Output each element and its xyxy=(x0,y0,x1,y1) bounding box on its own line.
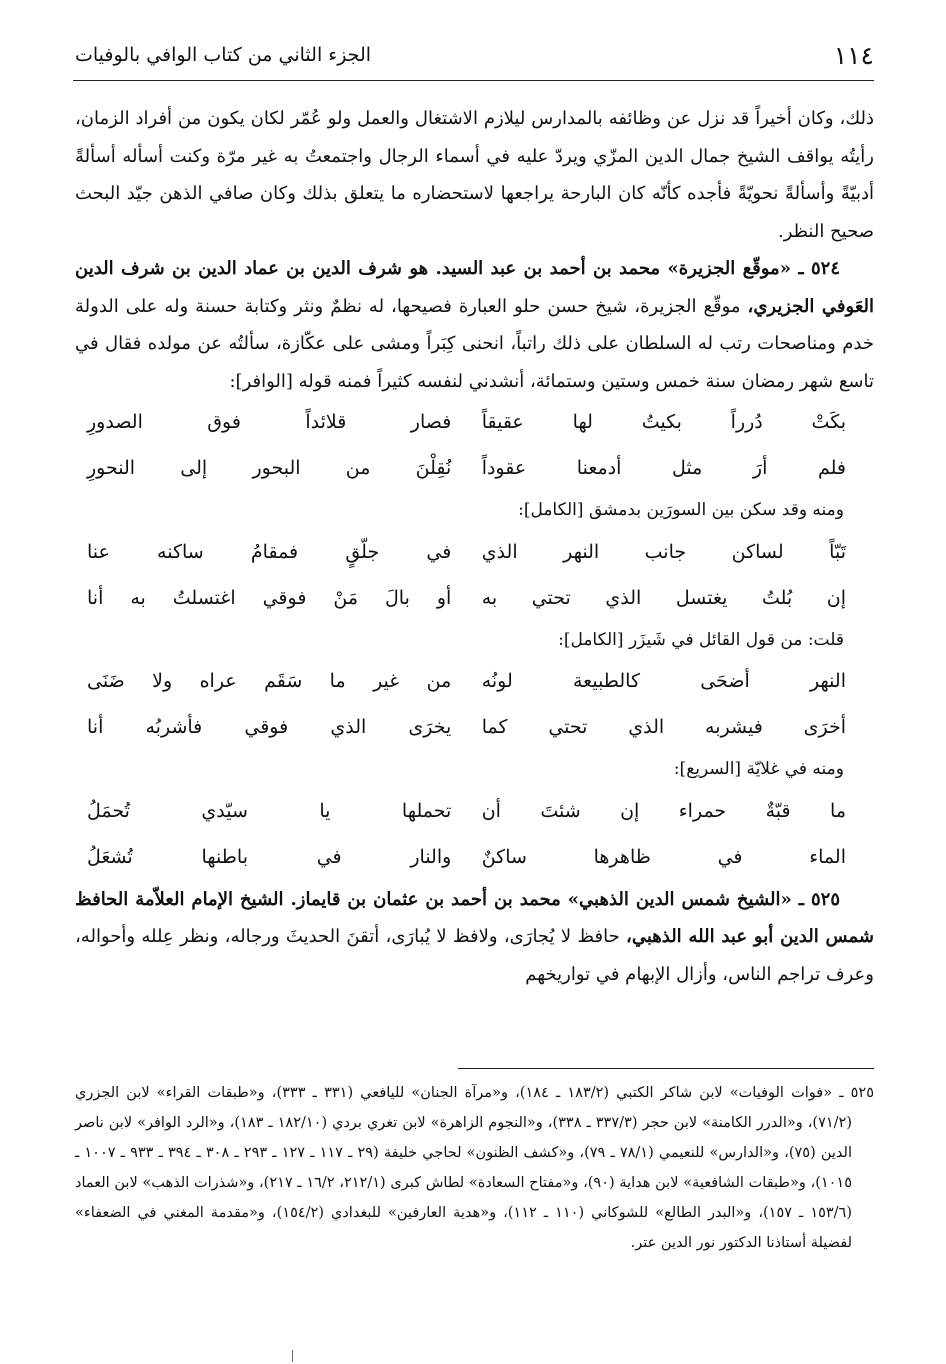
verse-first-hemistich: فلم أرَ مثل أدمعنا عقوداً xyxy=(481,457,846,480)
main-text xyxy=(75,100,874,993)
verse-first-hemistich: بكَتْ دُرراً بكيتُ لها عقيقاً xyxy=(481,411,846,434)
verse-line xyxy=(75,400,874,446)
verse-second-hemistich: يخرَى الذي فوقي فأشربُه أنا xyxy=(87,716,452,739)
verse-first-hemistich: إن بُلتُ يغتسل الذي تحتي به xyxy=(481,586,846,609)
entry-524-text: موقّع الجزيرة، شيخ حسن حلو العبارة فصيحها، له نظمٌ ونثر وكتابة حسنة وله على الدولة خدم ومناصحات رتب له السلطان على ذلك راتباً، انحنى كِبَراً ومشى على عكّازة، سألتُه عن مولده فقال في تاسع شهر رمضان سنة خمس وستين وستمائة، أنشدني لنفسه كثيراً فمنه قوله [الوافر]: xyxy=(75,295,874,392)
poem-intro: ومنه وقد سكن بين السورَين بدمشق [الكامل]: xyxy=(518,500,844,520)
page-header xyxy=(75,34,874,76)
entry-525-heading: ٥٢٥ ـ «الشيخ شمس الدين الذهبي» محمد بن أحمد بن عثمان بن قايماز. الشيخ الإمام العلاّمة الحافظ شمس الدين أبو عبد الله الذهبي، xyxy=(75,888,874,947)
footnote-525: ٥٢٥ ـ «فوات الوفيات» لابن شاكر الكتبي (١٨٣/٢ ـ ١٨٤)، و«مرآة الجنان» لليافعي (٣٣١ ـ ٣٣٣)، و«طبقات القراء» لابن الجزري (٧١/٢)، و«الدرر الكامنة» لابن حجر (٣٣٧/٣ ـ ٣٣٨)، و«النجوم الزاهرة» لابن تغري بردي (١٨٢/١٠ ـ ١٨٣)، و«الرد الوافر» لابن ناصر الدين (٧٥)، و«الدارس» للنعيمي (٧٨/١ ـ ٧٩)، و«كشف الظنون» لحاجي خليفة (٢٩ ـ ١١٧ ـ ١٢٧ ـ ٢٩٣ ـ ٣٠٨ ـ ٣٩٤ ـ ٩٣٣ ـ ١٠٠٧ ـ ١٠١٥)، و«طبقات الشافعية» لابن هداية (٩٠)، و«مفتاح السعادة» لطاش كبرى (٢١٢/١، ١٦/٢ ـ ٢١٧)، و«شذرات الذهب» لابن العماد (١٥٣/٦ ـ ١٥٧)، و«البدر الطالع» للشوكاني (١١٠ ـ ١١٢)، و«هدية العارفين» للبغدادي (١٥٤/٢)، و«مقدمة المغني في الضعفاء» لفضيلة أستاذنا الدكتور نور الدين عتر. xyxy=(75,1085,875,1251)
verse-line xyxy=(75,705,874,751)
paragraph-continuation: ذلك، وكان أخيراً قد نزل عن وظائفه بالمدارس ليلازم الاشتغال والعمل ولو عُمّر لكان يكون من أفراد الزمان، رأيتُه يواقف الشيخ جمال الدين المزّي ويردّ عليه في أسماء الرجال واجتمعتُ به غير مرّة وكنت أسأله أسألةً أدبيّةً وأسألةً نحويّةً فأجده كأنّه كان البارحة يراجعها لاستحضاره ما يتعلق بذلك وكان صافي الذهن جيّد البحث صحيح النظر. xyxy=(75,108,874,242)
verse-first-hemistich: أخرَى فيشربه الذي تحتي كما xyxy=(481,716,846,739)
verse-second-hemistich: في جلّقٍ فمقامُ ساكنه عنا xyxy=(87,540,452,563)
verse-second-hemistich: تحملها يا سيّدي تُحمَلُ xyxy=(87,799,452,822)
verse-line xyxy=(75,446,874,492)
entry-524 xyxy=(75,250,874,400)
page-number: ١١٤ xyxy=(833,40,874,70)
entry-525 xyxy=(75,881,874,994)
footnotes xyxy=(75,1078,874,1258)
running-title: الجزء الثاني من كتاب الوافي بالوفيات xyxy=(75,44,372,66)
poem-intro: ومنه في غلايّة [السريع]: xyxy=(673,759,844,779)
header-divider xyxy=(73,80,874,81)
verse-second-hemistich: نُقِلْنَ من البحور إلى النحورِ xyxy=(87,457,452,480)
verse-second-hemistich: أو بالَ مَنْ فوقي اغتسلتُ به أنا xyxy=(87,586,452,609)
verse-first-hemistich: تَبّاً لساكن جانب النهر الذي xyxy=(481,540,846,563)
poem-intro: قلت: من قول القائل في شَيزَر [الكامل]: xyxy=(558,629,844,650)
verse-second-hemistich: من غير ما سَقَم عراه ولا ضَنَى xyxy=(87,670,452,693)
page-edge-mark xyxy=(292,1350,293,1362)
entry-524-heading: ٥٢٤ ـ «موقّع الجزيرة» محمد بن أحمد بن عبد السيد. هو شرف الدين بن عماد الدين بن شرف الدين العَوفي الجزيري، xyxy=(75,258,874,317)
verse-second-hemistich: والنار في باطنها تُشعَلُ xyxy=(87,845,452,868)
verse-first-hemistich: ما قبّةٌ حمراء إن شئتَ أن xyxy=(481,799,846,822)
verse-first-hemistich: الماء في ظاهرها ساكنٌ xyxy=(481,845,846,868)
footnote-divider xyxy=(458,1068,874,1069)
verse-line xyxy=(75,835,874,881)
verse-line xyxy=(75,789,874,835)
verse-first-hemistich: النهر أضحَى كالطبيعة لونُه xyxy=(481,670,846,693)
verse-second-hemistich: فصار قلائداً فوق الصدورِ xyxy=(87,411,452,434)
verse-line xyxy=(75,576,874,622)
verse-line xyxy=(75,530,874,576)
verse-line xyxy=(75,659,874,705)
entry-525-text: حافظ لا يُجارَى، ولافظ لا يُبارَى، أتقنَ الحديثَ ورجاله، ونظر عِلله وأحواله، وعرف تراجم الناس، وأزال الإبهام في تواريخهم xyxy=(75,926,874,985)
